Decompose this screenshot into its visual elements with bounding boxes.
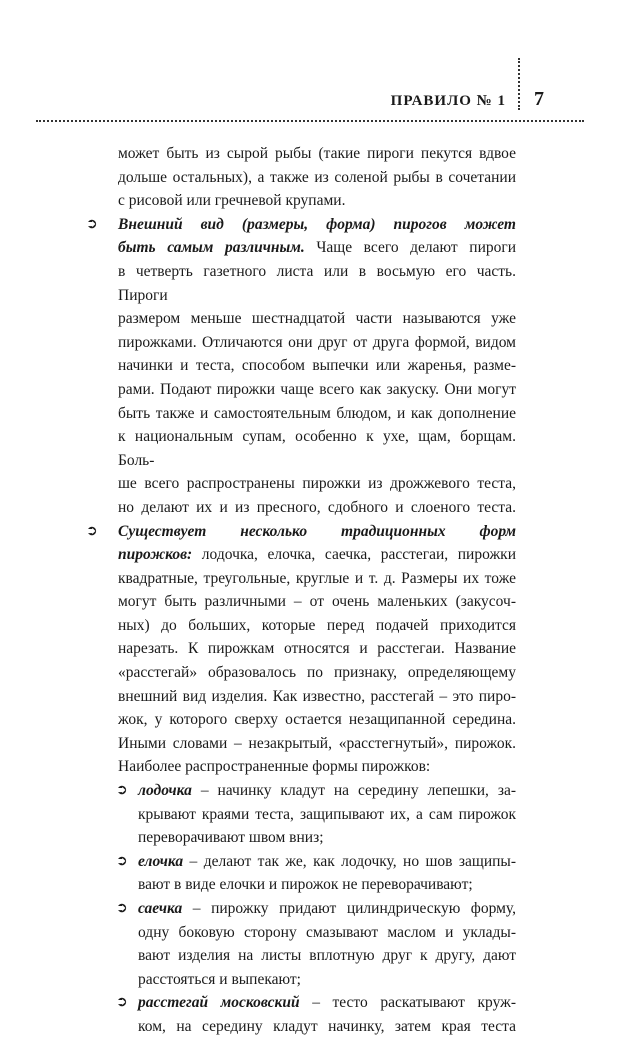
text-line <box>86 567 516 591</box>
text-line <box>86 307 516 331</box>
emphasis-text: Существует несколько традиционных форм <box>118 522 516 540</box>
body-text-run: но делают их и из пресного, сдобного и слоеного теста. <box>118 498 516 516</box>
text-line <box>86 921 516 945</box>
text-line <box>86 708 516 732</box>
body-text-run: размером меньше шестнадцатой части называются уже <box>118 310 516 328</box>
body-text-run: Чаще всего делают пироги <box>304 239 517 257</box>
body-text-run: к национальным супам, особенно к ухе, щам, борщам. Боль- <box>118 428 516 469</box>
bullet-arrow-icon: ➲ <box>116 783 128 799</box>
body-text-run: пирожками. Отличаются они друг от друга формой, видом <box>118 333 516 351</box>
text-line <box>86 755 516 779</box>
body-text-run: ком, на середину кладут начинку, затем края теста <box>138 1017 516 1035</box>
body-text-run: вают в виде елочки и пирожок не переворачивают; <box>138 876 473 894</box>
body-text-run: – начинку кладут на середину лепешки, за- <box>191 782 516 800</box>
body-text-run: «расстегай» образовалось по признаку, определяющему <box>118 664 516 682</box>
text-line <box>86 520 516 544</box>
body-text-run: в четверть газетного листа или в восьмую его часть. Пироги <box>118 262 516 304</box>
emphasis-text: пирожков: <box>118 546 193 564</box>
body-text-run: ных) до больших, которые перед подачей приходится <box>118 616 516 634</box>
body-text-run: нарезать. К пирожкам относятся и расстегаи. Название <box>118 640 516 658</box>
body-text-run: жок, у которого сверху остается незащипанной середина. <box>118 711 516 729</box>
text-line <box>86 732 516 756</box>
text-line <box>86 213 516 237</box>
text-line <box>86 968 516 992</box>
body-text-run: одну боковую сторону смазывают маслом и уклады- <box>138 923 516 941</box>
body-text-run: Иными словами – незакрытый, «расстегнутый», пирожок. <box>118 734 516 752</box>
text-line <box>86 803 516 827</box>
body-text-run: начинки и теста, способом выпечки или жаренья, разме- <box>118 357 516 375</box>
text-line <box>86 991 516 1015</box>
body-text-run: быть также и самостоятельным блюдом, и как дополнение <box>118 404 516 422</box>
text-line <box>86 236 516 260</box>
body-text-run: – пирожку придают цилиндрическую форму, <box>182 900 516 917</box>
body-text-run: ше всего распространены пирожки из дрожжевого теста, <box>118 475 516 493</box>
text-line <box>86 378 516 402</box>
text-line <box>86 331 516 355</box>
body-text-run: переворачивают швом вниз; <box>138 829 324 847</box>
emphasis-text: саечка <box>138 900 183 917</box>
text-line <box>86 354 516 378</box>
body-text-run: крывают краями теста, защипывают их, а сам пирожок <box>138 805 516 823</box>
body-text-run: Наиболее распространенные формы пирожков: <box>118 758 431 776</box>
text-line <box>86 425 516 472</box>
bullet-arrow-icon: ➲ <box>116 901 128 916</box>
body-text-run: могут быть различными – от очень маленьких (закусоч- <box>118 593 516 611</box>
text-line <box>86 142 516 166</box>
body-text-run: квадратные, треугольные, круглые и т. д. Размеры их тоже <box>118 569 516 587</box>
body-text-run: может быть из сырой рыбы (такие пироги пекутся вдвое <box>118 145 516 162</box>
text-line <box>86 166 516 190</box>
body-text-run: дольше остальных), а также из соленой рыбы в сочетании <box>118 168 516 186</box>
header-dotted-rule <box>36 120 584 122</box>
text-line <box>86 637 516 661</box>
text-line <box>86 826 516 850</box>
bullet-arrow-icon: ➲ <box>86 216 98 232</box>
text-line <box>86 685 516 709</box>
text-line <box>86 472 516 496</box>
text-line <box>86 873 516 897</box>
bullet-arrow-icon: ➲ <box>116 853 128 869</box>
text-line <box>86 897 516 921</box>
emphasis-text: елочка <box>138 852 184 870</box>
body-text-run: вают изделия на листы вплотную друг к другу, дают <box>138 947 516 965</box>
text-line <box>86 1015 516 1039</box>
emphasis-text: лодочка <box>138 782 192 800</box>
bullet-arrow-icon: ➲ <box>116 995 128 1011</box>
text-line <box>86 260 516 307</box>
text-line <box>86 944 516 968</box>
emphasis-text: расстегай московский <box>138 994 300 1012</box>
emphasis-text: быть самым различным. <box>118 239 305 257</box>
body-text-run: рами. Подают пирожки чаще всего как закуску. Они могут <box>118 380 516 398</box>
text-line <box>86 614 516 638</box>
text-line <box>86 779 516 803</box>
body-text-run: – тесто раскатывают круж- <box>299 994 516 1012</box>
page-number: 7 <box>534 88 544 110</box>
bullet-arrow-icon: ➲ <box>86 523 98 539</box>
text-line <box>86 590 516 614</box>
text-line <box>86 189 516 213</box>
body-text-run: расстояться и выпекают; <box>138 970 301 988</box>
text-line <box>86 850 516 874</box>
body-text <box>86 142 516 1039</box>
body-text-run: с рисовой или гречневой крупами. <box>118 192 346 210</box>
emphasis-text: Внешний вид (размеры, форма) пирогов может <box>118 215 516 233</box>
text-line <box>86 402 516 426</box>
header-dotted-divider-vertical <box>518 58 520 110</box>
text-line <box>86 496 516 520</box>
body-text-run: лодочка, елочка, саечка, расстегаи, пирожки <box>192 546 516 564</box>
text-line <box>86 661 516 685</box>
body-text-run: – делают так же, как лодочку, но шов защипы- <box>183 852 516 870</box>
body-text-run: внешний вид изделия. Как известно, расстегай – это пиро- <box>118 687 516 705</box>
running-head: ПРАВИЛО № 1 <box>390 93 506 109</box>
text-line <box>86 543 516 567</box>
